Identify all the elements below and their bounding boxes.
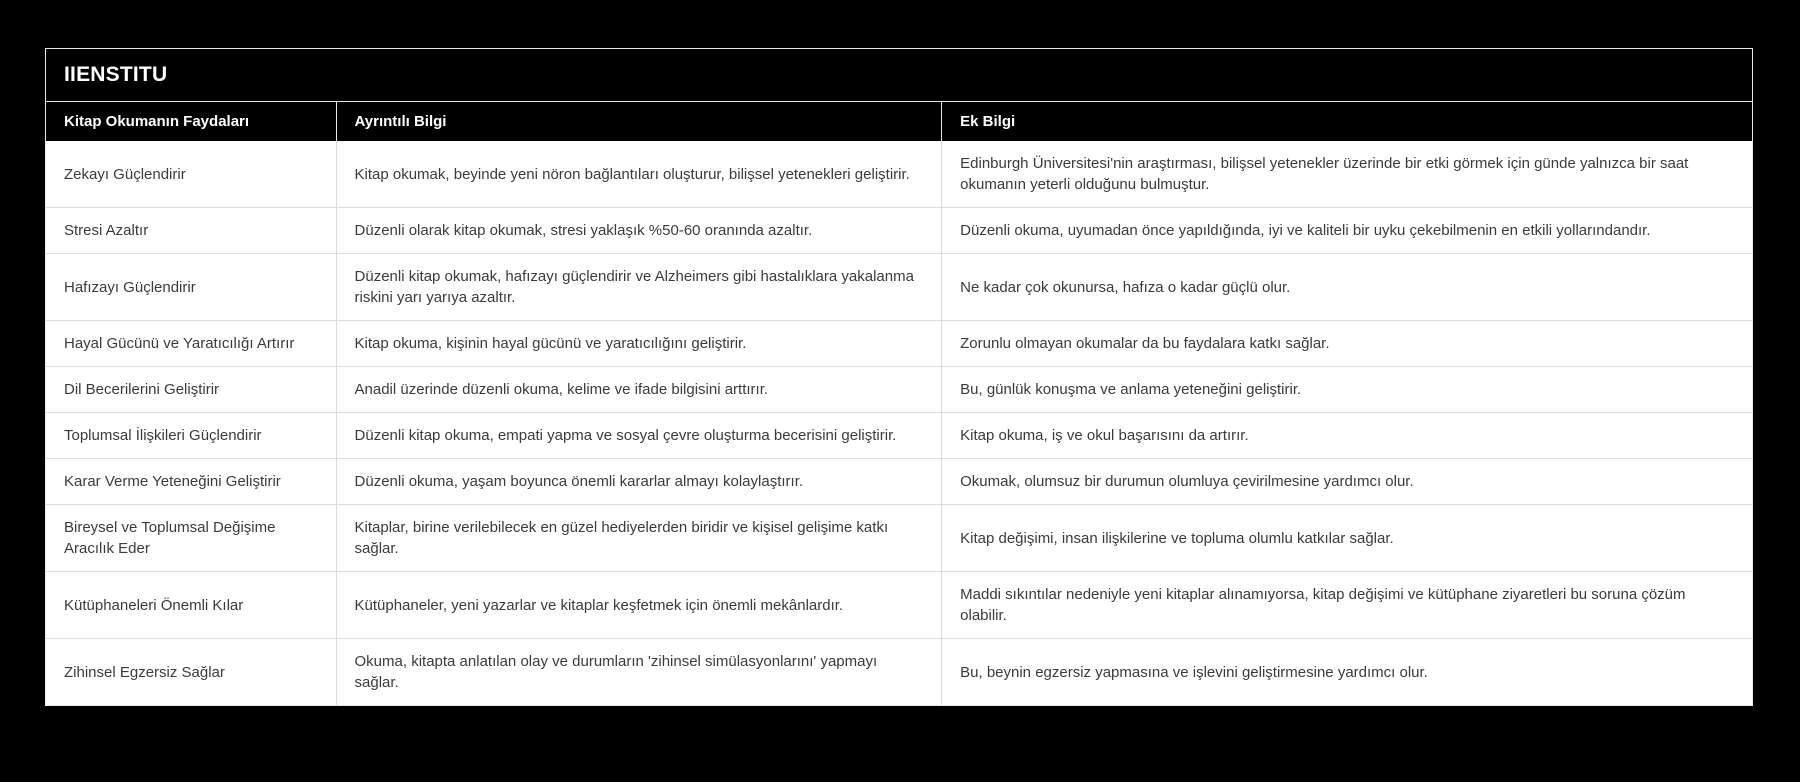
table-body [46, 141, 1752, 705]
extra-cell: Okumak, olumsuz bir durumun olumluya çevirilmesine yardımcı olur. [942, 459, 1752, 505]
benefit-cell: Toplumsal İlişkileri Güçlendirir [46, 413, 336, 459]
benefit-cell: Zihinsel Egzersiz Sağlar [46, 639, 336, 706]
column-header-extra: Ek Bilgi [942, 102, 1752, 142]
brand-title: IIENSTITU [64, 63, 168, 86]
table-row [46, 639, 1752, 706]
table-row [46, 459, 1752, 505]
benefit-cell: Hafızayı Güçlendirir [46, 254, 336, 321]
benefits-table [46, 101, 1752, 705]
detail-cell: Düzenli olarak kitap okumak, stresi yaklaşık %50-60 oranında azaltır. [336, 208, 942, 254]
extra-cell: Bu, günlük konuşma ve anlama yeteneğini geliştirir. [942, 367, 1752, 413]
extra-cell: Ne kadar çok okunursa, hafıza o kadar güçlü olur. [942, 254, 1752, 321]
table-row [46, 141, 1752, 208]
extra-cell: Edinburgh Üniversitesi'nin araştırması, bilişsel yetenekler üzerinde bir etki görmek için günde yalnızca bir saat okumanın yeterli olduğunu bulmuştur. [942, 141, 1752, 208]
column-header-benefit: Kitap Okumanın Faydaları [46, 102, 336, 142]
table-row [46, 367, 1752, 413]
detail-cell: Düzenli okuma, yaşam boyunca önemli kararlar almayı kolaylaştırır. [336, 459, 942, 505]
table-header [46, 102, 1752, 142]
detail-cell: Kitap okumak, beyinde yeni nöron bağlantıları oluşturur, bilişsel yetenekleri geliştirir. [336, 141, 942, 208]
benefit-cell: Hayal Gücünü ve Yaratıcılığı Artırır [46, 321, 336, 367]
detail-cell: Kitap okuma, kişinin hayal gücünü ve yaratıcılığını geliştirir. [336, 321, 942, 367]
detail-cell: Düzenli kitap okuma, empati yapma ve sosyal çevre oluşturma becerisini geliştirir. [336, 413, 942, 459]
extra-cell: Kitap değişimi, insan ilişkilerine ve topluma olumlu katkılar sağlar. [942, 505, 1752, 572]
table-row [46, 572, 1752, 639]
benefit-cell: Zekayı Güçlendirir [46, 141, 336, 208]
header-row [46, 102, 1752, 142]
extra-cell: Düzenli okuma, uyumadan önce yapıldığında, iyi ve kaliteli bir uyku çekebilmenin en etkili yollarındandır. [942, 208, 1752, 254]
table-row [46, 254, 1752, 321]
detail-cell: Kütüphaneler, yeni yazarlar ve kitaplar keşfetmek için önemli mekânlardır. [336, 572, 942, 639]
benefit-cell: Stresi Azaltır [46, 208, 336, 254]
detail-cell: Düzenli kitap okumak, hafızayı güçlendirir ve Alzheimers gibi hastalıklara yakalanma riskini yarı yarıya azaltır. [336, 254, 942, 321]
content-panel [45, 48, 1753, 706]
table-row [46, 413, 1752, 459]
table-row [46, 505, 1752, 572]
table-row [46, 208, 1752, 254]
table-row [46, 321, 1752, 367]
extra-cell: Maddi sıkıntılar nedeniyle yeni kitaplar alınamıyorsa, kitap değişimi ve kütüphane ziyaretleri bu soruna çözüm olabilir. [942, 572, 1752, 639]
benefit-cell: Bireysel ve Toplumsal Değişime Aracılık Eder [46, 505, 336, 572]
extra-cell: Kitap okuma, iş ve okul başarısını da artırır. [942, 413, 1752, 459]
extra-cell: Zorunlu olmayan okumalar da bu faydalara katkı sağlar. [942, 321, 1752, 367]
benefit-cell: Karar Verme Yeteneğini Geliştirir [46, 459, 336, 505]
column-header-detail: Ayrıntılı Bilgi [336, 102, 942, 142]
extra-cell: Bu, beynin egzersiz yapmasına ve işlevini geliştirmesine yardımcı olur. [942, 639, 1752, 706]
detail-cell: Anadil üzerinde düzenli okuma, kelime ve ifade bilgisini arttırır. [336, 367, 942, 413]
detail-cell: Okuma, kitapta anlatılan olay ve durumların 'zihinsel simülasyonlarını' yapmayı sağlar. [336, 639, 942, 706]
detail-cell: Kitaplar, birine verilebilecek en güzel hediyelerden biridir ve kişisel gelişime katkı sağlar. [336, 505, 942, 572]
benefit-cell: Dil Becerilerini Geliştirir [46, 367, 336, 413]
benefit-cell: Kütüphaneleri Önemli Kılar [46, 572, 336, 639]
